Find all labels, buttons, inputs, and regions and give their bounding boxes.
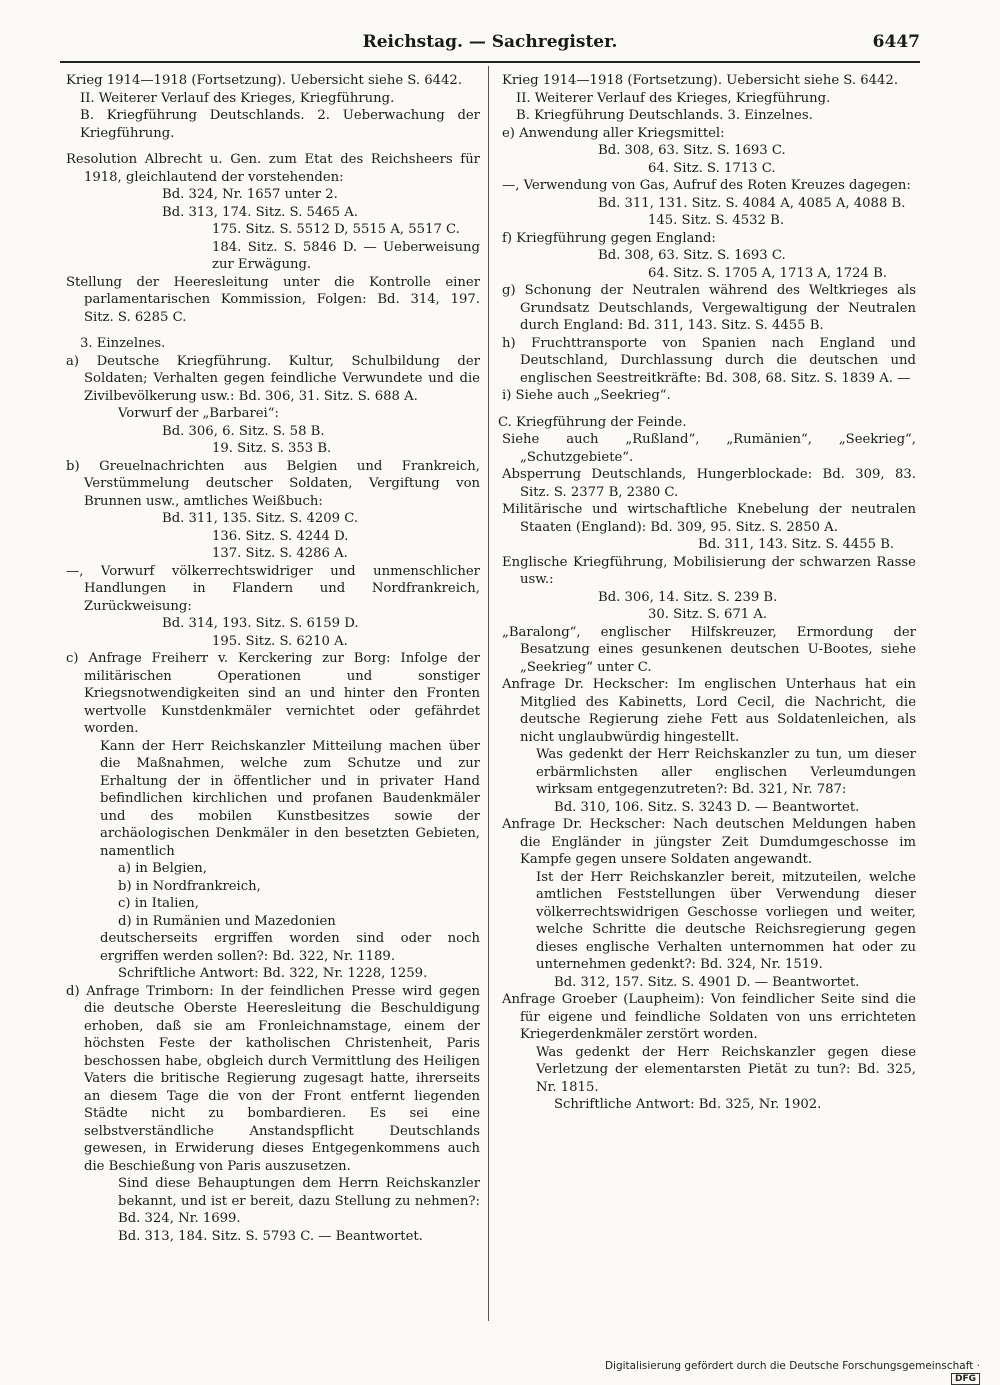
index-entry: Was gedenkt der Herr Reichskanzler gegen diese Verletzung der elementarsten Pietät zu tun?: Bd. 325, Nr. 1815. xyxy=(536,1044,916,1095)
index-entry: —, Vorwurf völkerrechtswidriger und unmenschlicher Handlungen in Flandern und Nordfrankreich, Zurückweisung: xyxy=(66,563,480,614)
index-entry: Anfrage Dr. Heckscher: Nach deutschen Meldungen haben die Engländer in jüngster Zeit Dumdumgeschosse im Kampfe gegen unsere Soldaten angewandt. xyxy=(502,817,916,867)
index-entry: 64. Sitz. S. 1705 A, 1713 A, 1724 B. xyxy=(648,265,887,281)
spacer xyxy=(62,326,480,335)
index-entry: 195. Sitz. S. 6210 A. xyxy=(212,633,348,649)
index-entry: 64. Sitz. S. 1713 C. xyxy=(648,160,776,176)
index-entry: 137. Sitz. S. 4286 A. xyxy=(212,546,348,561)
index-entry: Vorwurf der „Barbarei“: xyxy=(118,406,279,421)
dfg-logo: DFG xyxy=(951,1373,980,1385)
spacer xyxy=(498,405,916,414)
index-entry: 3. Einzelnes. xyxy=(80,336,166,351)
index-entry: 136. Sitz. S. 4244 D. xyxy=(212,528,349,544)
index-entry: Bd. 306, 6. Sitz. S. 58 B. xyxy=(162,423,325,439)
index-entry: Bd. 313, 184. Sitz. S. 5793 C. — Beantwortet. xyxy=(118,1228,423,1244)
index-entry: Resolution Albrecht u. Gen. zum Etat des Reichsheers für 1918, gleichlautend der vorstehenden: xyxy=(66,152,480,185)
index-entry: Bd. 311, 131. Sitz. S. 4084 A, 4085 A, 4088 B. xyxy=(598,195,906,211)
index-entry: e) Anwendung aller Kriegsmittel: xyxy=(502,125,725,141)
footer-text: Digitalisierung gefördert durch die Deutsche Forschungsgemeinschaft · xyxy=(604,1360,980,1372)
index-entry: Siehe auch „Rußland“, „Rumänien“, „Seekrieg“, „Schutzgebiete“. xyxy=(502,432,916,465)
index-entry: g) Schonung der Neutralen während des Weltkrieges als Grundsatz Deutschlands, Vergewaltigung der Neutralen durch England: Bd. 311, 143. Sitz. S. 4455 B. xyxy=(502,283,916,333)
index-entry: Schriftliche Antwort: Bd. 325, Nr. 1902. xyxy=(554,1097,822,1112)
index-entry: a) Deutsche Kriegführung. Kultur, Schulbildung der Soldaten; Verhalten gegen feindliche Verwundete und die Zivilbevölkerung usw.: Bd. 306, 31. Sitz. S. 688 A. xyxy=(66,353,480,404)
index-entry: B. Kriegführung Deutschlands. 2. Ueberwachung der Kriegführung. xyxy=(80,108,480,141)
index-entry: „Baralong“, englischer Hilfskreuzer, Ermordung der Besatzung eines gesunkenen deutschen U-Bootes, siehe „Seekrieg“ unter C. xyxy=(502,624,916,675)
index-entry: Bd. 308, 63. Sitz. S. 1693 C. xyxy=(598,143,786,158)
index-entry: Schriftliche Antwort: Bd. 322, Nr. 1228, 1259. xyxy=(118,966,428,981)
index-entry: Bd. 310, 106. Sitz. S. 3243 D. — Beantwortet. xyxy=(554,799,860,815)
index-entry: Ist der Herr Reichskanzler bereit, mitzuteilen, welche amtlichen Feststellungen über Verwendung dieser völkerrechtswidrigen Geschosse vorliegen und weiter, welche Schritte die deutsche Reichsregierung gegen dieses englische Verhalten unternommen hat oder zu unternehmen gedenkt?: Bd. 324, Nr. 1519. xyxy=(536,869,916,972)
index-entry: f) Kriegführung gegen England: xyxy=(502,230,716,246)
index-entry: Krieg 1914—1918 (Fortsetzung). Uebersicht siehe S. 6442. xyxy=(66,73,463,88)
index-entry: Bd. 311, 143. Sitz. S. 4455 B. xyxy=(698,537,895,552)
running-title: Reichstag. — Sachregister. xyxy=(362,32,618,52)
index-entry: II. Weiterer Verlauf des Krieges, Kriegführung. xyxy=(516,90,831,106)
index-entry: Bd. 324, Nr. 1657 unter 2. xyxy=(162,187,338,202)
index-entry: 184. Sitz. S. 5846 D. — Ueberweisung zur Erwägung. xyxy=(212,239,480,272)
index-entry: Absperrung Deutschlands, Hungerblockade: Bd. 309, 83. Sitz. S. 2377 B, 2380 C. xyxy=(502,467,916,500)
index-entry: h) Fruchttransporte von Spanien nach England und Deutschland, Durchlassung durch die deutschen und englischen Seestreitkräfte: Bd. 308, 68. Sitz. S. 1839 A. — xyxy=(502,335,916,386)
index-entry: b) in Nordfrankreich, xyxy=(118,878,261,894)
index-entry: Bd. 308, 63. Sitz. S. 1693 C. xyxy=(598,248,786,263)
index-entry: Englische Kriegführung, Mobilisierung der schwarzen Rasse usw.: xyxy=(502,554,916,587)
index-entry: c) in Italien, xyxy=(118,896,199,911)
index-entry: 145. Sitz. S. 4532 B. xyxy=(648,213,785,228)
index-entry: 30. Sitz. S. 671 A. xyxy=(648,607,768,622)
column-divider xyxy=(488,66,489,1321)
index-entry: Stellung der Heeresleitung unter die Kontrolle einer parlamentarischen Kommission, Folgen: Bd. 314, 197. Sitz. S. 6285 C. xyxy=(66,274,480,325)
index-entry: Bd. 314, 193. Sitz. S. 6159 D. xyxy=(162,616,359,631)
spacer xyxy=(62,142,480,151)
header-rule xyxy=(60,61,920,63)
index-entry: deutscherseits ergriffen worden sind oder noch ergriffen werden sollen?: Bd. 322, Nr. 1189. xyxy=(100,931,480,964)
index-entry: Bd. 312, 157. Sitz. S. 4901 D. — Beantwortet. xyxy=(554,974,860,990)
index-entry: Sind diese Behauptungen dem Herrn Reichskanzler bekannt, und ist er bereit, dazu Stellung zu nehmen?: Bd. 324, Nr. 1699. xyxy=(118,1176,480,1226)
left-column xyxy=(62,72,480,1245)
index-entry: Anfrage Groeber (Laupheim): Von feindlicher Seite sind die für eigene und feindliche Soldaten von uns errichteten Kriegerdenkmäler zerstört worden. xyxy=(502,992,916,1042)
index-entry: Bd. 306, 14. Sitz. S. 239 B. xyxy=(598,589,778,605)
index-entry: d) in Rumänien und Mazedonien xyxy=(118,913,336,929)
page-header xyxy=(60,30,920,58)
page-number: 6447 xyxy=(872,32,920,52)
index-entry: Militärische und wirtschaftliche Knebelung der neutralen Staaten (England): Bd. 309, 95. Sitz. S. 2850 A. xyxy=(502,502,916,535)
index-entry: d) Anfrage Trimborn: In der feindlichen Presse wird gegen die deutsche Oberste Heeresleitung die Beschuldigung erhoben, daß sie am Fronleichnamstage, einem der höchsten Feste der katholischen Christenheit, Paris beschossen habe, obgleich durch Vermittlung des Heiligen Vaters die britische Regierung zugesagt hatte, ihrerseits an diesem Tage die von der Front entfernt liegenden Städte nicht zu bombardieren. Es sei eine selbstverständliche Anstandspflicht Deutschlands gewesen, in Erwiderung dieses Entgegenkommens auch die Beschießung von Paris auszusetzen. xyxy=(66,983,480,1174)
right-column xyxy=(498,72,916,1114)
index-entry: Bd. 313, 174. Sitz. S. 5465 A. xyxy=(162,204,358,220)
index-entry: i) Siehe auch „Seekrieg“. xyxy=(502,388,671,403)
index-entry: 175. Sitz. S. 5512 D, 5515 A, 5517 C. xyxy=(212,222,460,237)
index-entry: Anfrage Dr. Heckscher: Im englischen Unterhaus hat ein Mitglied des Kabinetts, Lord Cecil, die Nachricht, die deutsche Regierung ziehe Fett aus Soldatenleichen, als nicht unglaubwürdig hingestellt. xyxy=(502,677,916,745)
index-entry: b) Greuelnachrichten aus Belgien und Frankreich, Verstümmelung deutscher Soldaten, Vergiftung von Brunnen usw., amtliches Weißbuch: xyxy=(66,458,480,509)
index-entry: a) in Belgien, xyxy=(118,861,207,876)
index-entry: Bd. 311, 135. Sitz. S. 4209 C. xyxy=(162,511,359,526)
index-entry: —, Verwendung von Gas, Aufruf des Roten Kreuzes dagegen: xyxy=(502,178,911,193)
funding-footer xyxy=(600,1360,980,1385)
index-entry: 19. Sitz. S. 353 B. xyxy=(212,441,332,456)
index-entry: Kann der Herr Reichskanzler Mitteilung machen über die Maßnahmen, welche zum Schutze und zur Erhaltung der in öffentlicher und in privater Hand befindlichen kirchlichen und profanen Baudenkmäler und des mobilen Kunstbesitzes sowie der archäologischen Denkmäler in den besetzten Gebieten, namentlich xyxy=(100,738,480,859)
index-entry: B. Kriegführung Deutschlands. 3. Einzelnes. xyxy=(516,108,813,123)
index-entry: II. Weiterer Verlauf des Krieges, Kriegführung. xyxy=(80,90,395,106)
index-entry: Was gedenkt der Herr Reichskanzler zu tun, um dieser erbärmlichsten aller englischen Verleumdungen wirksam entgegenzutreten?: Bd. 321, Nr. 787: xyxy=(536,747,916,797)
index-entry: C. Kriegführung der Feinde. xyxy=(498,414,687,430)
index-entry: Krieg 1914—1918 (Fortsetzung). Uebersicht siehe S. 6442. xyxy=(502,73,899,88)
index-entry: c) Anfrage Freiherr v. Kerckering zur Borg: Infolge der militärischen Operationen und sonstiger Kriegsnotwendigkeiten sind an und hinter den Fronten wertvolle Kunstdenkmäler vernichtet oder gefährdet worden. xyxy=(66,651,480,736)
